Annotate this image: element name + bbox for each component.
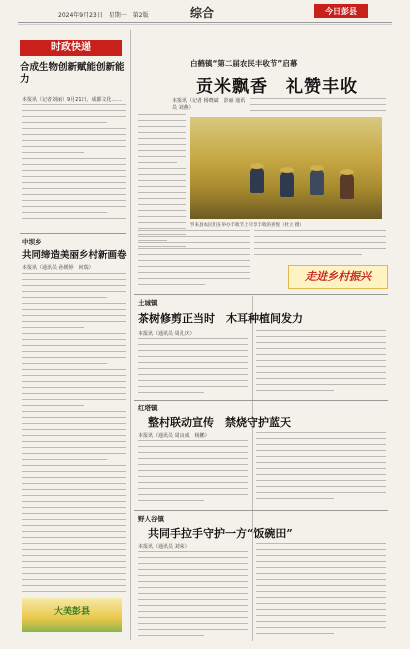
header-rule-thin [18, 24, 392, 25]
newspaper-logo: 今日彭县 [314, 4, 368, 18]
story3-section-label: 红塔镇 [138, 404, 158, 412]
left-bottom-ad: 大美彭县 [22, 598, 122, 632]
story4-byline: 本报讯（通讯员 刘荣） [138, 544, 190, 550]
rural-revitalization-slogan: 走进乡村振兴 [288, 265, 388, 289]
mid-story-body-col1 [138, 338, 248, 398]
story4-headline: 共同手拉手守护一方“饭碗田” [148, 527, 293, 540]
top-story-byline: 本报讯（记者 杨晓斌 彭丽 通讯员 刘燕） [172, 98, 246, 111]
left-article-2-body [22, 273, 126, 593]
story3-headline: 整村联动宣传 禁烧守护蓝天 [148, 416, 291, 429]
left-article-1-body [22, 104, 126, 228]
mid-story-headline: 茶树修剪正当时 木耳种植间发力 [138, 312, 303, 325]
mid-story-byline: 本报讯（通讯员 周孔庆） [138, 331, 195, 337]
top-story-headline: 贡米飘香 礼赞丰收 [196, 77, 358, 97]
story4-section-label: 野人谷镇 [138, 515, 164, 523]
news-brief-banner: 时政快递 [20, 40, 122, 56]
issue-date-line: 2024年9月23日 星期一 第2版 [58, 12, 149, 19]
story4-body-col2 [256, 543, 386, 639]
story4-body-col1 [138, 551, 248, 639]
top-story-body-col3 [254, 230, 386, 262]
story3-rule [134, 400, 388, 401]
left-byline-2: 本报讯（通讯员 孙媛婷 何瑞） [22, 265, 94, 271]
mid-section-rule [134, 294, 388, 295]
left-headline-2: 共同缔造美丽乡村新画卷 [22, 250, 127, 261]
story4-rule [134, 510, 388, 511]
story3-body-col1 [138, 440, 248, 506]
harvest-photo [190, 117, 382, 219]
left-section-label: 中坝乡 [22, 238, 42, 246]
header-rule [18, 22, 392, 23]
column-divider-mid [252, 296, 253, 641]
column-divider-left [130, 30, 131, 640]
photo-caption: 罗来县农民们在举办丰收节上尽享丰收的喜悦（杜立 摄） [190, 223, 304, 228]
story3-byline: 本报讯（通讯员 周良成 杨鹏） [138, 433, 210, 439]
left-section-rule [20, 233, 126, 234]
story3-body-col2 [256, 432, 386, 506]
mid-section-label: 土城镇 [138, 299, 158, 307]
mid-story-body-col2 [256, 330, 386, 398]
top-story-body-topright [250, 98, 386, 114]
top-story-kicker: 白鹤镇“第二届农民丰收节”启幕 [190, 59, 298, 68]
left-headline-1: 合成生物创新赋能创新能力 [20, 62, 125, 85]
top-story-body-col2 [138, 230, 250, 292]
section-title: 综合 [190, 6, 215, 20]
left-byline-1: 本报讯（记者刘丽）9月21日，成都文化…… [22, 97, 122, 103]
